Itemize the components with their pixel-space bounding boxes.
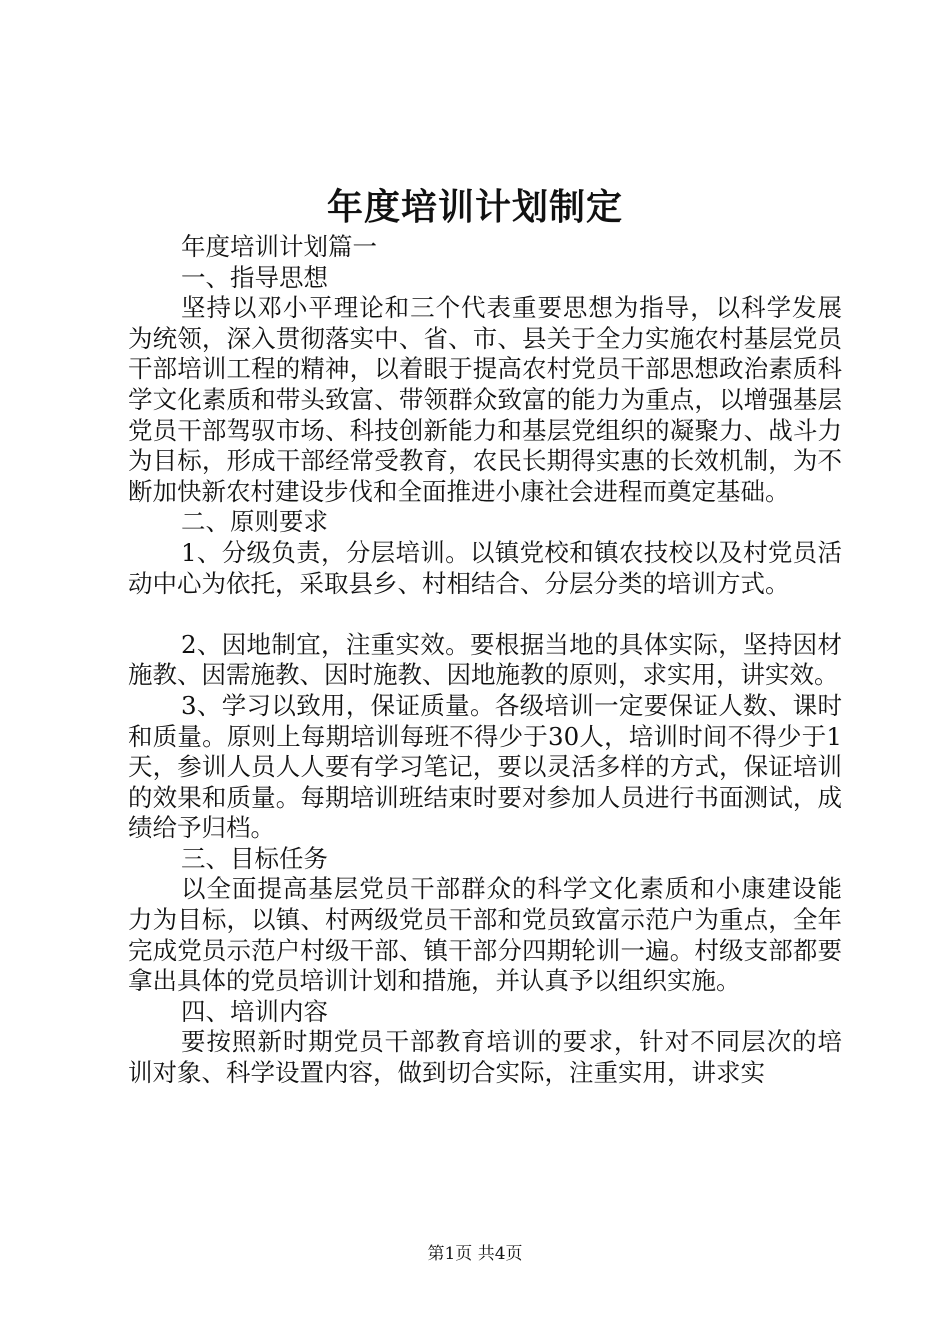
paragraph-content: 要按照新时期党员干部教育培训的要求，针对不同层次的培训对象、科学设置内容，做到切合实际，注重实用，讲求实 [128,1027,842,1088]
document-body [128,232,842,1089]
section-heading-principles: 二、原则要求 [181,507,328,537]
page-footer: 第1页 共4页 [427,1244,523,1264]
section-heading-goals: 三、目标任务 [181,843,328,873]
paragraph-principle-2: 2、因地制宜，注重实效。要根据当地的具体实际，坚持因材施教、因需施教、因时施教、因地施教的原则，求实用，讲实效。 [128,629,842,690]
paragraph-principle-1: 1、分级负责，分层培训。以镇党校和镇农技校以及村党员活动中心为依托，采取县乡、村相结合、分层分类的培训方式。 [128,537,842,598]
section-heading-content: 四、培训内容 [181,996,328,1026]
paragraph-principle-3: 3、学习以致用，保证质量。各级培训一定要保证人数、课时和质量。原则上每期培训每班不得少于30人，培训时间不得少于1天，参训人员人人要有学习笔记，要以灵活多样的方式，保证培训的效果和质量。每期培训班结束时要对参加人员进行书面测试，成绩给予归档。 [128,690,842,843]
plan-heading: 年度培训计划篇一 [181,232,377,261]
document-title: 年度培训计划制定 [326,187,623,228]
blank-line [128,599,842,630]
paragraph-goals: 以全面提高基层党员干部群众的科学文化素质和小康建设能力为目标，以镇、村两级党员干部和党员致富示范户为重点，全年完成党员示范户村级干部、镇干部分四期轮训一遍。村级支部都要拿出具体的党员培训计划和措施，并认真予以组织实施。 [128,874,842,996]
paragraph-guiding-thought: 坚持以邓小平理论和三个代表重要思想为指导，以科学发展为统领，深入贯彻落实中、省、市、县关于全力实施农村基层党员干部培训工程的精神，以着眼于提高农村党员干部思想政治素质科学文化素质和带头致富、带领群众致富的能力为重点，以增强基层党员干部驾驭市场、科技创新能力和基层党组织的凝聚力、战斗力为目标，形成干部经常受教育，农民长期得实惠的长效机制，为不断加快新农村建设步伐和全面推进小康社会进程而奠定基础。 [128,293,842,506]
section-heading-guiding-thought: 一、指导思想 [181,262,328,292]
